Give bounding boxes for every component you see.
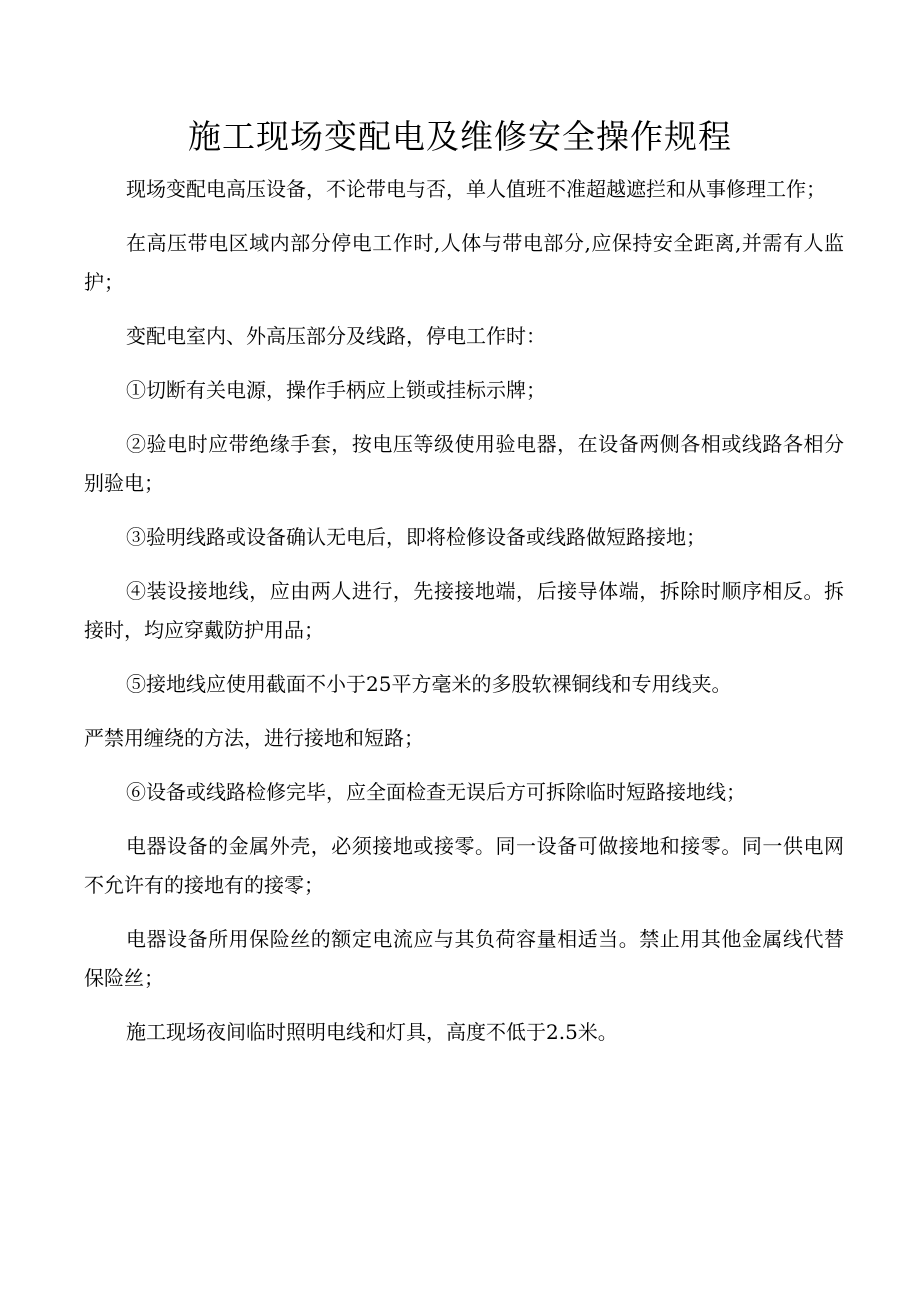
paragraph-4: ①切断有关电源，操作手柄应上锁或挂标示牌； [126,378,546,402]
paragraph-1: 现场变配电高压设备，不论带电与否，单人值班不准超越遮拦和从事修理工作； [126,177,826,201]
paragraph-2: 在高压带电区域内部分停电工作时,人体与带电部分,应保持安全距离,并需有人监护； [84,231,844,294]
paragraph-9: 严禁用缠绕的方法，进行接地和短路； [84,726,424,750]
paragraph-3: 变配电室内、外高压部分及线路，停电工作时： [126,324,546,348]
paragraph-10: ⑥设备或线路检修完毕，应全面检查无误后方可拆除临时短路接地线； [126,780,746,804]
document-title: 施工现场变配电及维修安全操作规程 [188,117,732,156]
paragraph-12: 电器设备所用保险丝的额定电流应与其负荷容量相适当。禁止用其他金属线代替保险丝； [84,927,844,990]
paragraph-5: ②验电时应带绝缘手套，按电压等级使用验电器，在设备两侧各相或线路各相分别验电； [84,432,844,495]
paragraph-11: 电器设备的金属外壳，必须接地或接零。同一设备可做接地和接零。同一供电网不允许有的接地有的接零； [84,834,844,897]
document-body [84,170,844,1067]
paragraph-7: ④装设接地线，应由两人进行，先接接地端，后接导体端，拆除时顺序相反。拆接时，均应穿戴防护用品； [84,579,844,642]
paragraph-6: ③验明线路或设备确认无电后，即将检修设备或线路做短路接地； [126,525,706,549]
paragraph-8: ⑤接地线应使用截面不小于25平方毫米的多股软裸铜线和专用线夹。 [126,672,732,696]
paragraph-13: 施工现场夜间临时照明电线和灯具，高度不低于2.5米。 [126,1020,618,1044]
